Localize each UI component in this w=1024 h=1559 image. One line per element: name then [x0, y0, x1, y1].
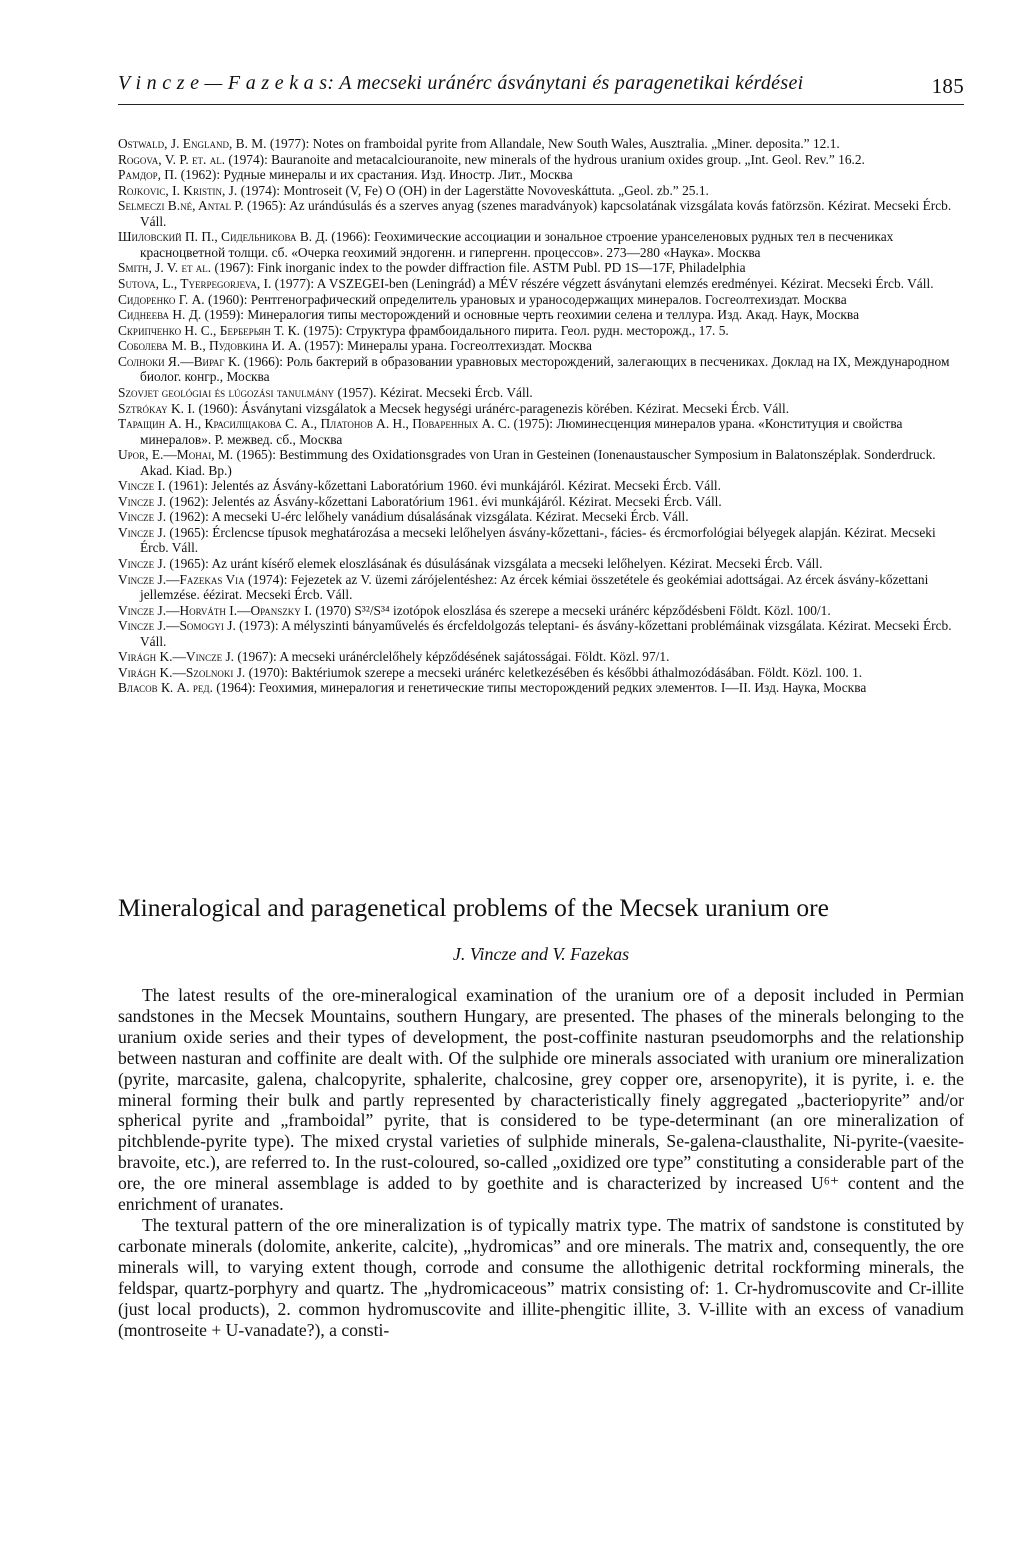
reference-author: Рамдор, П. — [118, 167, 178, 183]
reference-entry — [118, 572, 964, 603]
reference-entry — [118, 680, 964, 695]
english-title: Mineralogical and paragenetical problems of the Mecsek uranium ore — [118, 893, 829, 922]
reference-entry — [118, 167, 964, 182]
reference-author: Сиднеева Н. Д. — [118, 307, 202, 323]
reference-text: (1977): A VSZEGEI-ben (Leningrád) a MÉV részére végzett ásványtani elemzés eredményei. Kézirat. Mecseki Ércb. Váll. — [271, 275, 934, 291]
reference-author: Vincze J. — [118, 524, 167, 540]
reference-entry — [118, 198, 964, 229]
reference-entry — [118, 229, 964, 260]
reference-text: (1962): Рудные минералы и их срастания. Изд. Иностр. Лит., Москва — [177, 167, 573, 183]
reference-entry — [118, 509, 964, 524]
reference-author: Скрипченко Н. С., Берберьян Т. К. — [118, 322, 300, 338]
reference-author: Шиловский П. П., Сидельникова В. Д. — [118, 229, 328, 245]
reference-author: Таращин А. Н., Красилщакова С. А., Платонов А. Н., Поваренных А. С. — [118, 416, 511, 432]
reference-list — [118, 136, 964, 696]
reference-text: (1960): Ásványtani vizsgálatok a Mecsek hegységi uránérc-paragenezis körében. Kézirat. Mecseki Ércb. Váll. — [195, 400, 790, 416]
reference-author: Власов К. А. ред. — [118, 680, 213, 696]
reference-entry — [118, 136, 964, 151]
reference-entry — [118, 401, 964, 416]
reference-author: Ostwald, J. England, B. M. — [118, 136, 267, 151]
reference-entry — [118, 183, 964, 198]
reference-author: Vincze J.—Somogyi J. — [118, 618, 236, 634]
reference-entry — [118, 556, 964, 571]
reference-author: Vincze J. — [118, 493, 167, 509]
reference-entry — [118, 603, 964, 618]
reference-text: (1965): Érclencse típusok meghatározása a mecseki lelőhelyen ásvány-kőzettani-, fácies- és ércmorfológiai bélyegek alapján. Kézirat. Mecseki Ércb. Váll. — [140, 524, 936, 556]
reference-text: (1957). Kézirat. Mecseki Ércb. Váll. — [334, 384, 533, 400]
reference-entry — [118, 385, 964, 400]
reference-entry — [118, 478, 964, 493]
reference-author: Сидоренко Г. А. — [118, 291, 205, 307]
reference-author: Vincze I. — [118, 478, 166, 494]
reference-text: (1966): Геохимические ассоциации и зональное строение уранселеновых рудных тел в песчениках красноцветной толщи. сб. «Очерка геохимий эндогенн. и гипергенн. процессов». 273—280 «Наука». Москва — [140, 229, 894, 260]
reference-entry — [118, 416, 964, 447]
reference-author: Vincze J. — [118, 509, 167, 525]
running-head-title: V i n c z e — F a z e k a s: A mecseki uránérc ásványtani és paragenetikai kérdései — [118, 72, 804, 94]
reference-entry — [118, 338, 964, 353]
reference-entry — [118, 447, 964, 478]
reference-entry — [118, 276, 964, 291]
header-rule — [118, 104, 964, 105]
running-head — [118, 72, 964, 98]
reference-author: Szovjet geológiai és lúgozási tanulmány — [118, 384, 335, 400]
reference-author: Upor, E.—Mohai, M. — [118, 447, 234, 463]
reference-entry — [118, 260, 964, 275]
reference-text: (1960): Рентгенографический определитель урановых и ураносодержащих минералов. Госгеолтехиздат. Москва — [204, 291, 847, 307]
reference-text: (1966): Роль бактерий в образовании уравновых месторождений, залегающих в песчениках. Доклад на IX, Международном биолог. конгр., Москва — [140, 353, 950, 385]
reference-author: Rojkovic, I. Kristin, J. — [118, 182, 238, 198]
reference-author: Virágh K.—Szolnoki J. — [118, 664, 246, 680]
reference-entry — [118, 494, 964, 509]
reference-author: Солноки Я.—Вираг К. — [118, 353, 241, 369]
reference-entry — [118, 307, 964, 322]
reference-author: Vincze J. — [118, 555, 167, 571]
reference-entry — [118, 292, 964, 307]
reference-author: Virágh K.—Vincze J. — [118, 649, 234, 665]
reference-text: (1962): A mecseki U-érc lelőhely vanádium dúsalásának vizsgálata. Kézirat. Mecseki Ércb. Váll. — [166, 509, 689, 525]
reference-text: (1975): Люминесценция минералов урана. «Конституция и свойства минералов». Р. межвед. сб., Москва — [140, 416, 903, 447]
authors-line: J. Vincze and V. Fazekas — [452, 944, 630, 964]
reference-author: Vincze J.—Horváth I.—Opanszky I. — [118, 602, 312, 618]
reference-author: Sutova, L., Tyerpegorjeva, I. — [118, 275, 272, 291]
reference-author: Selmeczi B.né, Antal P. — [118, 198, 244, 214]
reference-entry — [118, 152, 964, 167]
reference-author: Smith, J. V. et al. — [118, 260, 212, 276]
reference-text: (1965): Bestimmung des Oxidationsgrades von Uran in Gesteinen (Ionenaustauscher Symposium in Balatonszéplak. Sonderdruck. Akad. Kiad. Bp.) — [140, 447, 936, 478]
reference-text: (1965): Az uránt kísérő elemek eloszlásának és dúsulásának vizsgálata a mecseki lelőhelyen. Kézirat. Mecseki Ércb. Váll. — [166, 555, 823, 571]
english-abstract — [118, 985, 964, 1340]
reference-entry — [118, 525, 964, 556]
reference-text: (1964): Геохимия, минералогия и генетические типы месторождений редких элементов. I—II. Изд. Наука, Москва — [212, 680, 867, 696]
reference-entry — [118, 323, 964, 338]
reference-text: (1977): Notes on framboidal pyrite from Allandale, New South Wales, Ausztralia. „Miner. deposita.” 12.1. — [266, 136, 840, 151]
reference-author: Rogova, V. P. et. al. — [118, 151, 226, 167]
reference-text: (1970): Baktériumok szerepe a mecseki uránérc keletkezésében és későbbi áthalmozódásában. Földt. Közl. 100. 1. — [245, 664, 863, 680]
reference-text: (1967): A mecseki uránérclelőhely képződésének sajátosságai. Földt. Közl. 97/1. — [234, 649, 670, 665]
reference-text: (1957): Минералы урана. Госгеолтехиздат. Москва — [301, 338, 592, 354]
reference-text: (1962): Jelentés az Ásvány-kőzettani Laboratórium 1961. évi munkájáról. Kézirat. Mecseki Ércb. Váll. — [166, 493, 722, 509]
reference-entry — [118, 618, 964, 649]
reference-text: (1959): Минералогия типы месторождений и основные черть геохимии селена и теллура. Изд. Акад. Наук, Москва — [201, 307, 860, 323]
page-number: 185 — [931, 74, 964, 98]
reference-text: (1967): Fink inorganic index to the powder diffraction file. ASTM Publ. PD 1S—17F, Philadelphia — [211, 260, 746, 276]
reference-text: (1965): Az urándúsulás és a szerves anyag (szenes maradványok) kapcsolatának vizsgálata kovás fatörzsön. Kézirat. Mecseki Ércb. Váll. — [140, 198, 952, 229]
reference-text: (1974): Montroseit (V, Fe) O (OH) in der Lagerstätte Novoveskáttuta. „Geol. zb.” 25.1. — [237, 182, 709, 198]
abstract-paragraph: The latest results of the ore-mineralogical examination of the uranium ore of a deposit included in Permian sandstones in the Mecsek Mountains, southern Hungary, are presented. The phases of the minerals belonging to the uranium oxide series and their types of development, the post-coffinite nasturan pseudomorphs and the relationship between nasturan and coffinite are dealt with. Of the sulphide ore minerals associated with uranium ore mineralization (pyrite, marcasite, galena, chalcopyrite, sphalerite, chalcosine, grey copper ore, arsenopyrite), it is pyrite, i. e. the mineral forming their bulk and partly represented by characteristically finely aggregated „bacteriopyrite” and/or spherical pyrite and „framboidal” pyrite, that is considered to be type-determinant (an ore mineralization of pitchblende-pyrite type). The mixed crystal varieties of sulphide minerals, Se-galena-clausthalite, Ni-pyrite-(vaesite-bravoite, etc.), are referred to. In the rust-coloured, so-called „oxidized ore type” constituting a considerable part of the ore, the ore mineral assemblage is added to by goethite and is characterized by increased U⁶⁺ content and the enrichment of uranates. — [118, 985, 964, 1215]
reference-entry — [118, 354, 964, 385]
abstract-paragraph: The textural pattern of the ore mineralization is of typically matrix type. The matrix of sandstone is constituted by carbonate minerals (dolomite, ankerite, calcite), „hydromicas” and ore minerals. The matrix and, consequently, the ore minerals will, to varying extent though, corrode and consume the allothigenic detrital rockforming minerals, the feldspar, quartz-porphyry and quartz. The „hydromicaceous” matrix consisting of: 1. Cr-hydromuscovite and Cr-illite (just local products), 2. common hydromuscovite and illite-phengitic illite, 3. V-illite with an excess of vanadium (montroseite + U-vanadate?), a consti- — [118, 1214, 964, 1340]
reference-author: Vincze J.—Fazekas Via — [118, 571, 245, 587]
reference-text: (1974): Bauranoite and metacalciouranoite, new minerals of the hydrous uranium oxides group. „Int. Geol. Rev.” 16.2. — [225, 151, 865, 167]
reference-author: Sztrókay K. I. — [118, 400, 196, 416]
reference-entry — [118, 665, 964, 680]
reference-author: Соболева М. В., Пудовкина И. А. — [118, 338, 302, 354]
reference-text: (1961): Jelentés az Ásvány-kőzettani Laboratórium 1960. évi munkájáról. Kézirat. Mecseki Ércb. Váll. — [165, 478, 721, 494]
reference-text: (1974): Fejezetek az V. üzemi zárójelentéshez: Az ércek kémiai összetétele és geokémiai adottságai. Az ércek ásvány-kőzettani jellemzése. éézirat. Mecseki Ércb. Váll. — [140, 571, 929, 602]
reference-text: (1970) S³²/S³⁴ izotópok eloszlása és szerepe a mecseki uránérc képződésbeni Földt. Közl. 100/1. — [311, 602, 831, 618]
reference-text: (1975): Структура фрамбоидального пирита. Геол. рудн. месторожд., 17. 5. — [299, 322, 729, 338]
reference-entry — [118, 649, 964, 664]
reference-text: (1973): A mélyszinti bányaművelés és ércfeldolgozás teleptani- és ásvány-kőzettani problémáinak vizsgálata. Kézirat. Mecseki Ércb. Váll. — [140, 618, 952, 649]
